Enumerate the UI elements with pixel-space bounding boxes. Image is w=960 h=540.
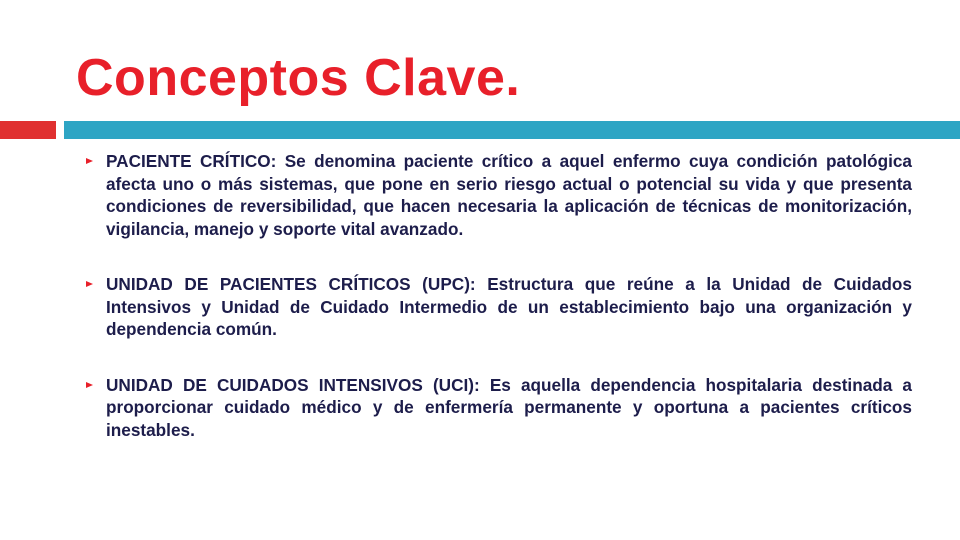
concept-text: UNIDAD DE CUIDADOS INTENSIVOS (UCI): Es aquella dependencia hospitalaria destinada a proporcionar cuidado médico y de enfermería permanente y oportuna a pacientes críticos inestables. bbox=[106, 374, 912, 440]
title-divider-teal bbox=[64, 121, 960, 139]
concept-item-paciente-critico bbox=[84, 150, 912, 240]
slide-title: Conceptos Clave. bbox=[76, 49, 521, 107]
concept-item-upc bbox=[84, 273, 912, 341]
title-divider-red bbox=[0, 121, 56, 139]
arrow-bullet-icon bbox=[86, 158, 93, 164]
concept-text: UNIDAD DE PACIENTES CRÍTICOS (UPC): Estructura que reúne a la Unidad de Cuidados Intensivos y Unidad de Cuidado Intermedio de un establecimiento bajo una organización y dependencia común. bbox=[106, 274, 912, 339]
arrow-bullet-icon bbox=[86, 281, 93, 287]
concept-item-uci bbox=[84, 374, 912, 442]
arrow-bullet-icon bbox=[86, 382, 93, 388]
concept-list bbox=[84, 150, 912, 441]
concept-text: PACIENTE CRÍTICO: Se denomina paciente crítico a aquel enfermo cuya condición patológica afecta uno o más sistemas, que pone en serio riesgo actual o potencial su vida y que presenta condiciones de reversibilidad, que hacen necesaria la aplicación de técnicas de monitorización, vigilancia, manejo y soporte vital avanzado. bbox=[106, 151, 912, 239]
